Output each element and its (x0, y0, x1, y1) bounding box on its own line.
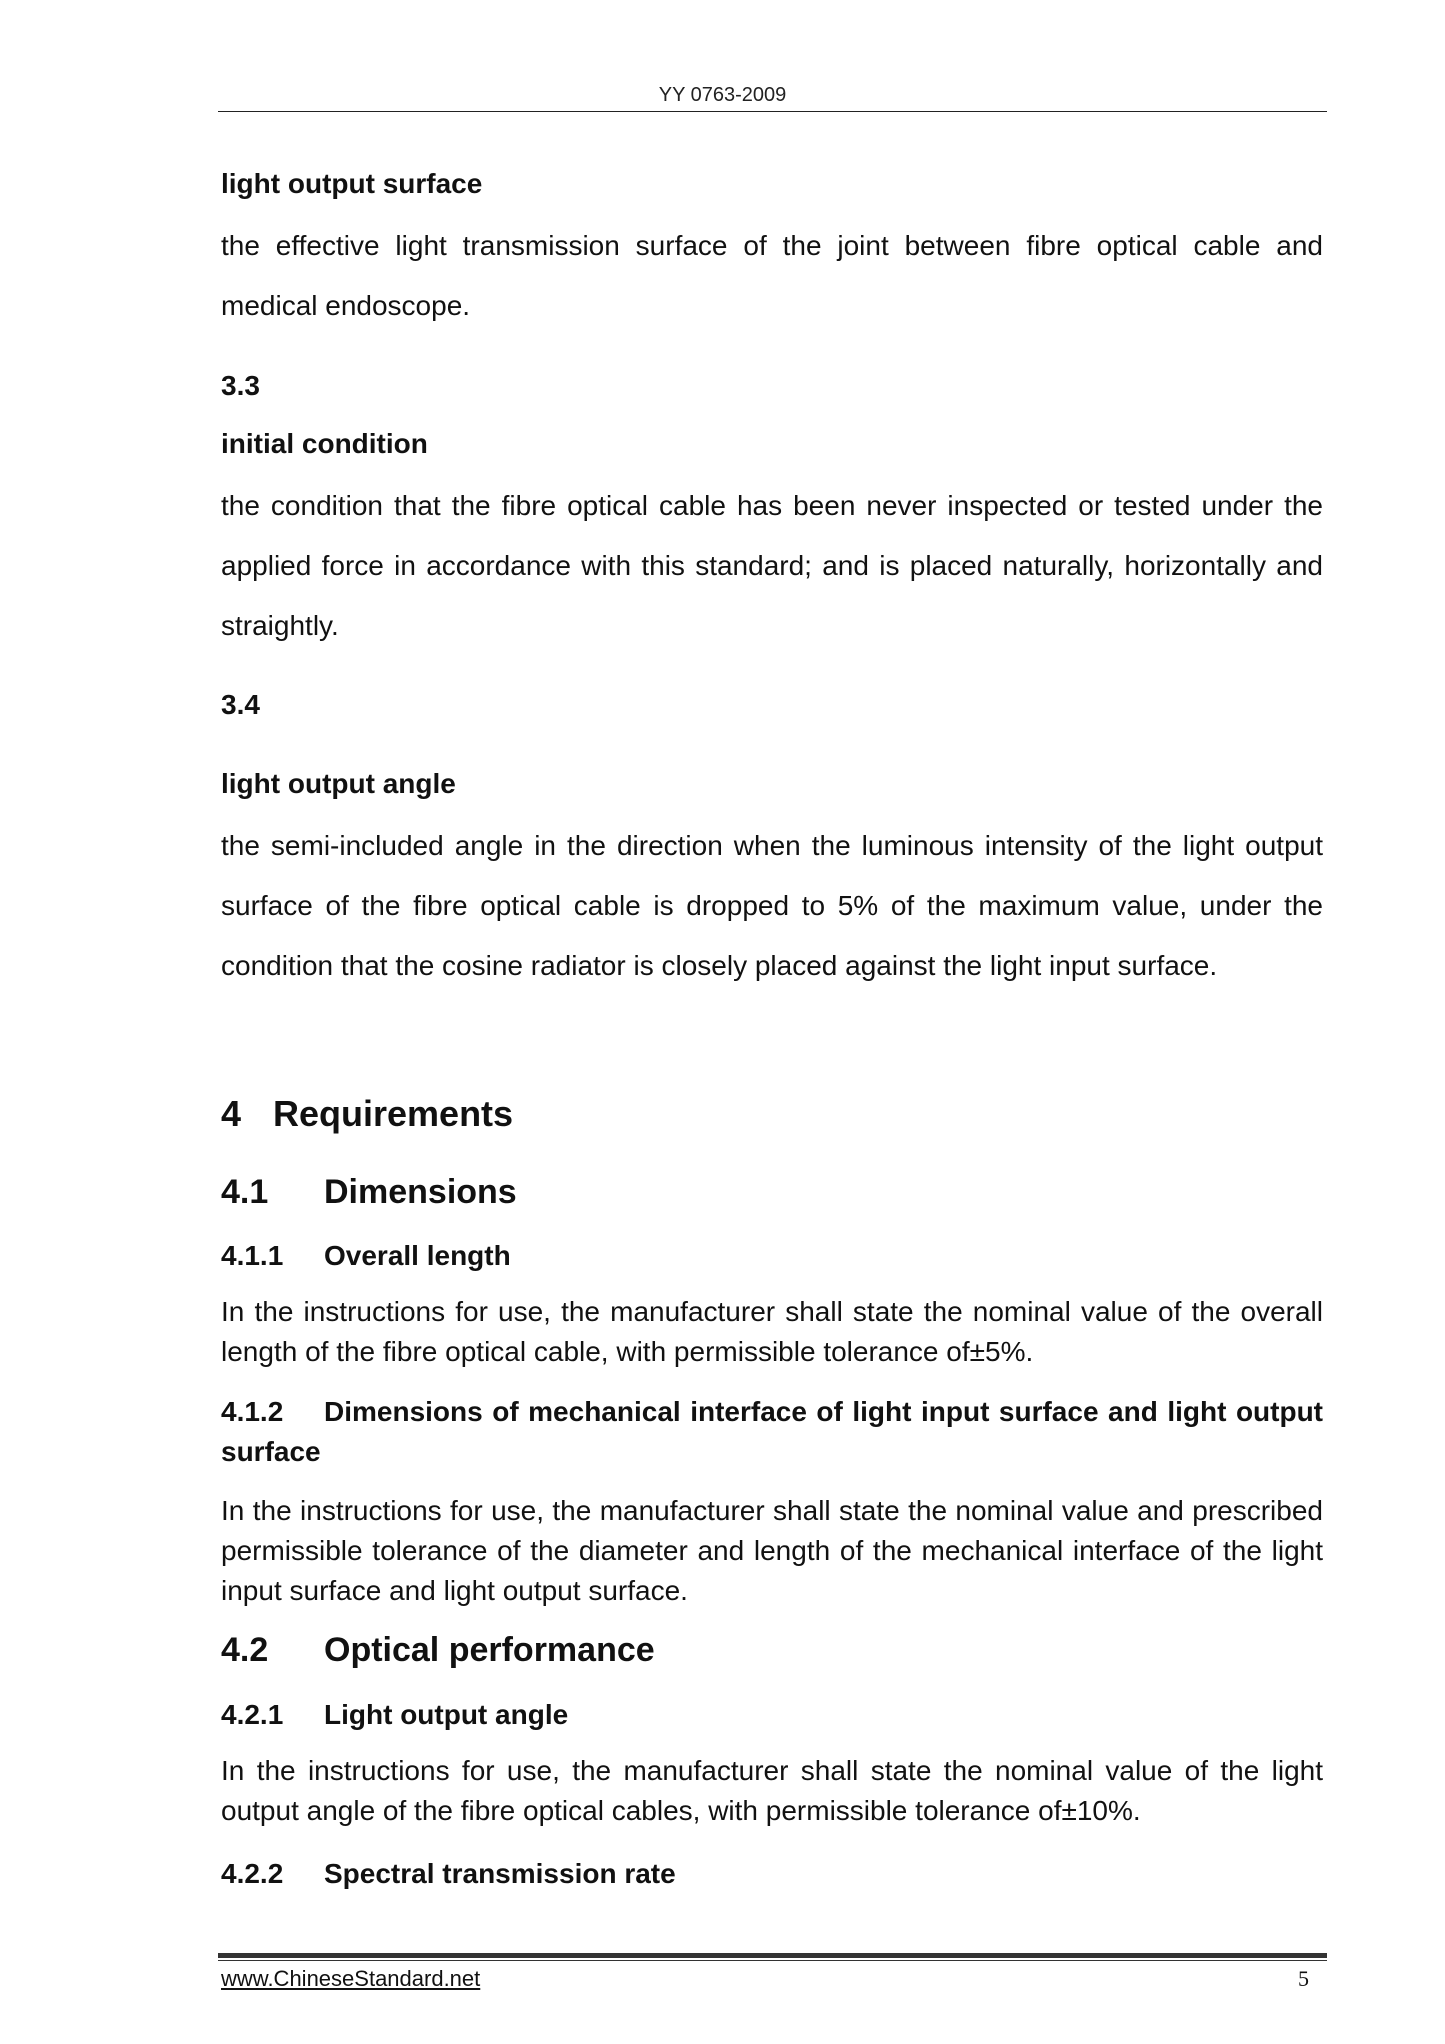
heading-number: 4.2 (221, 1631, 269, 1669)
heading-title: Dimensions of mechanical interface of light input surface and light output surface (221, 1396, 1323, 1467)
clause-number-3-4: 3.4 (221, 689, 260, 720)
term-initial-condition: initial condition (221, 428, 428, 459)
heading-title: Requirements (273, 1093, 514, 1134)
term-light-output-surface: light output surface (221, 168, 483, 199)
heading-title: Dimensions (324, 1173, 517, 1211)
heading-number: 4 (221, 1093, 242, 1134)
footer-website-link[interactable]: www.ChineseStandard.net (221, 1966, 481, 1991)
heading-number: 4.1 (221, 1173, 269, 1211)
text-overall-length: In the instructions for use, the manufacturer shall state the nominal value of the overall length of the fibre optical cable, with permissible tolerance of±5%. (221, 1296, 1323, 1367)
clause-number-3-3: 3.3 (221, 370, 260, 401)
text-light-output-angle: In the instructions for use, the manufacturer shall state the nominal value of the light output angle of the fibre optical cables, with permissible tolerance of±10%. (221, 1755, 1323, 1826)
definition-light-output-angle: the semi-included angle in the direction when the luminous intensity of the light output surface of the fibre optical cable is dropped to 5% of the maximum value, under the condition that the cosine radiator is closely placed against the light input surface. (221, 830, 1323, 981)
heading-title: Optical performance (324, 1631, 655, 1669)
term-light-output-angle: light output angle (221, 768, 456, 799)
footer-rule-thin (218, 1960, 1327, 1961)
footer-page-number: 5 (1298, 1966, 1309, 1991)
header-doc-code: YY 0763-2009 (658, 84, 787, 106)
definition-light-output-surface: the effective light transmission surface of the joint between fibre optical cable and medical endoscope. (221, 230, 1323, 321)
heading-light-output-angle (221, 1699, 1323, 1731)
header-rule (218, 111, 1327, 112)
heading-number: 4.2.2 (221, 1858, 284, 1889)
heading-optical-performance (221, 1631, 1323, 1670)
heading-number: 4.1.2 (221, 1396, 284, 1427)
heading-title: Light output angle (324, 1699, 569, 1730)
heading-requirements (221, 1093, 1323, 1135)
heading-number: 4.2.1 (221, 1699, 284, 1730)
definition-initial-condition: the condition that the fibre optical cable has been never inspected or tested under the applied force in accordance with this standard; and is placed naturally, horizontally and straightly. (221, 490, 1323, 641)
heading-number: 4.1.1 (221, 1240, 284, 1271)
heading-title: Overall length (324, 1240, 511, 1271)
heading-mechanical-interface (221, 1392, 1323, 1472)
heading-spectral-transmission-rate (221, 1858, 1323, 1890)
heading-dimensions (221, 1173, 1323, 1212)
footer-rule-thick (218, 1953, 1327, 1958)
heading-title: Spectral transmission rate (324, 1858, 676, 1889)
heading-overall-length (221, 1240, 1323, 1272)
text-mechanical-interface: In the instructions for use, the manufacturer shall state the nominal value and prescribed permissible tolerance of the diameter and length of the mechanical interface of the light input surface and light output surface. (221, 1495, 1323, 1606)
